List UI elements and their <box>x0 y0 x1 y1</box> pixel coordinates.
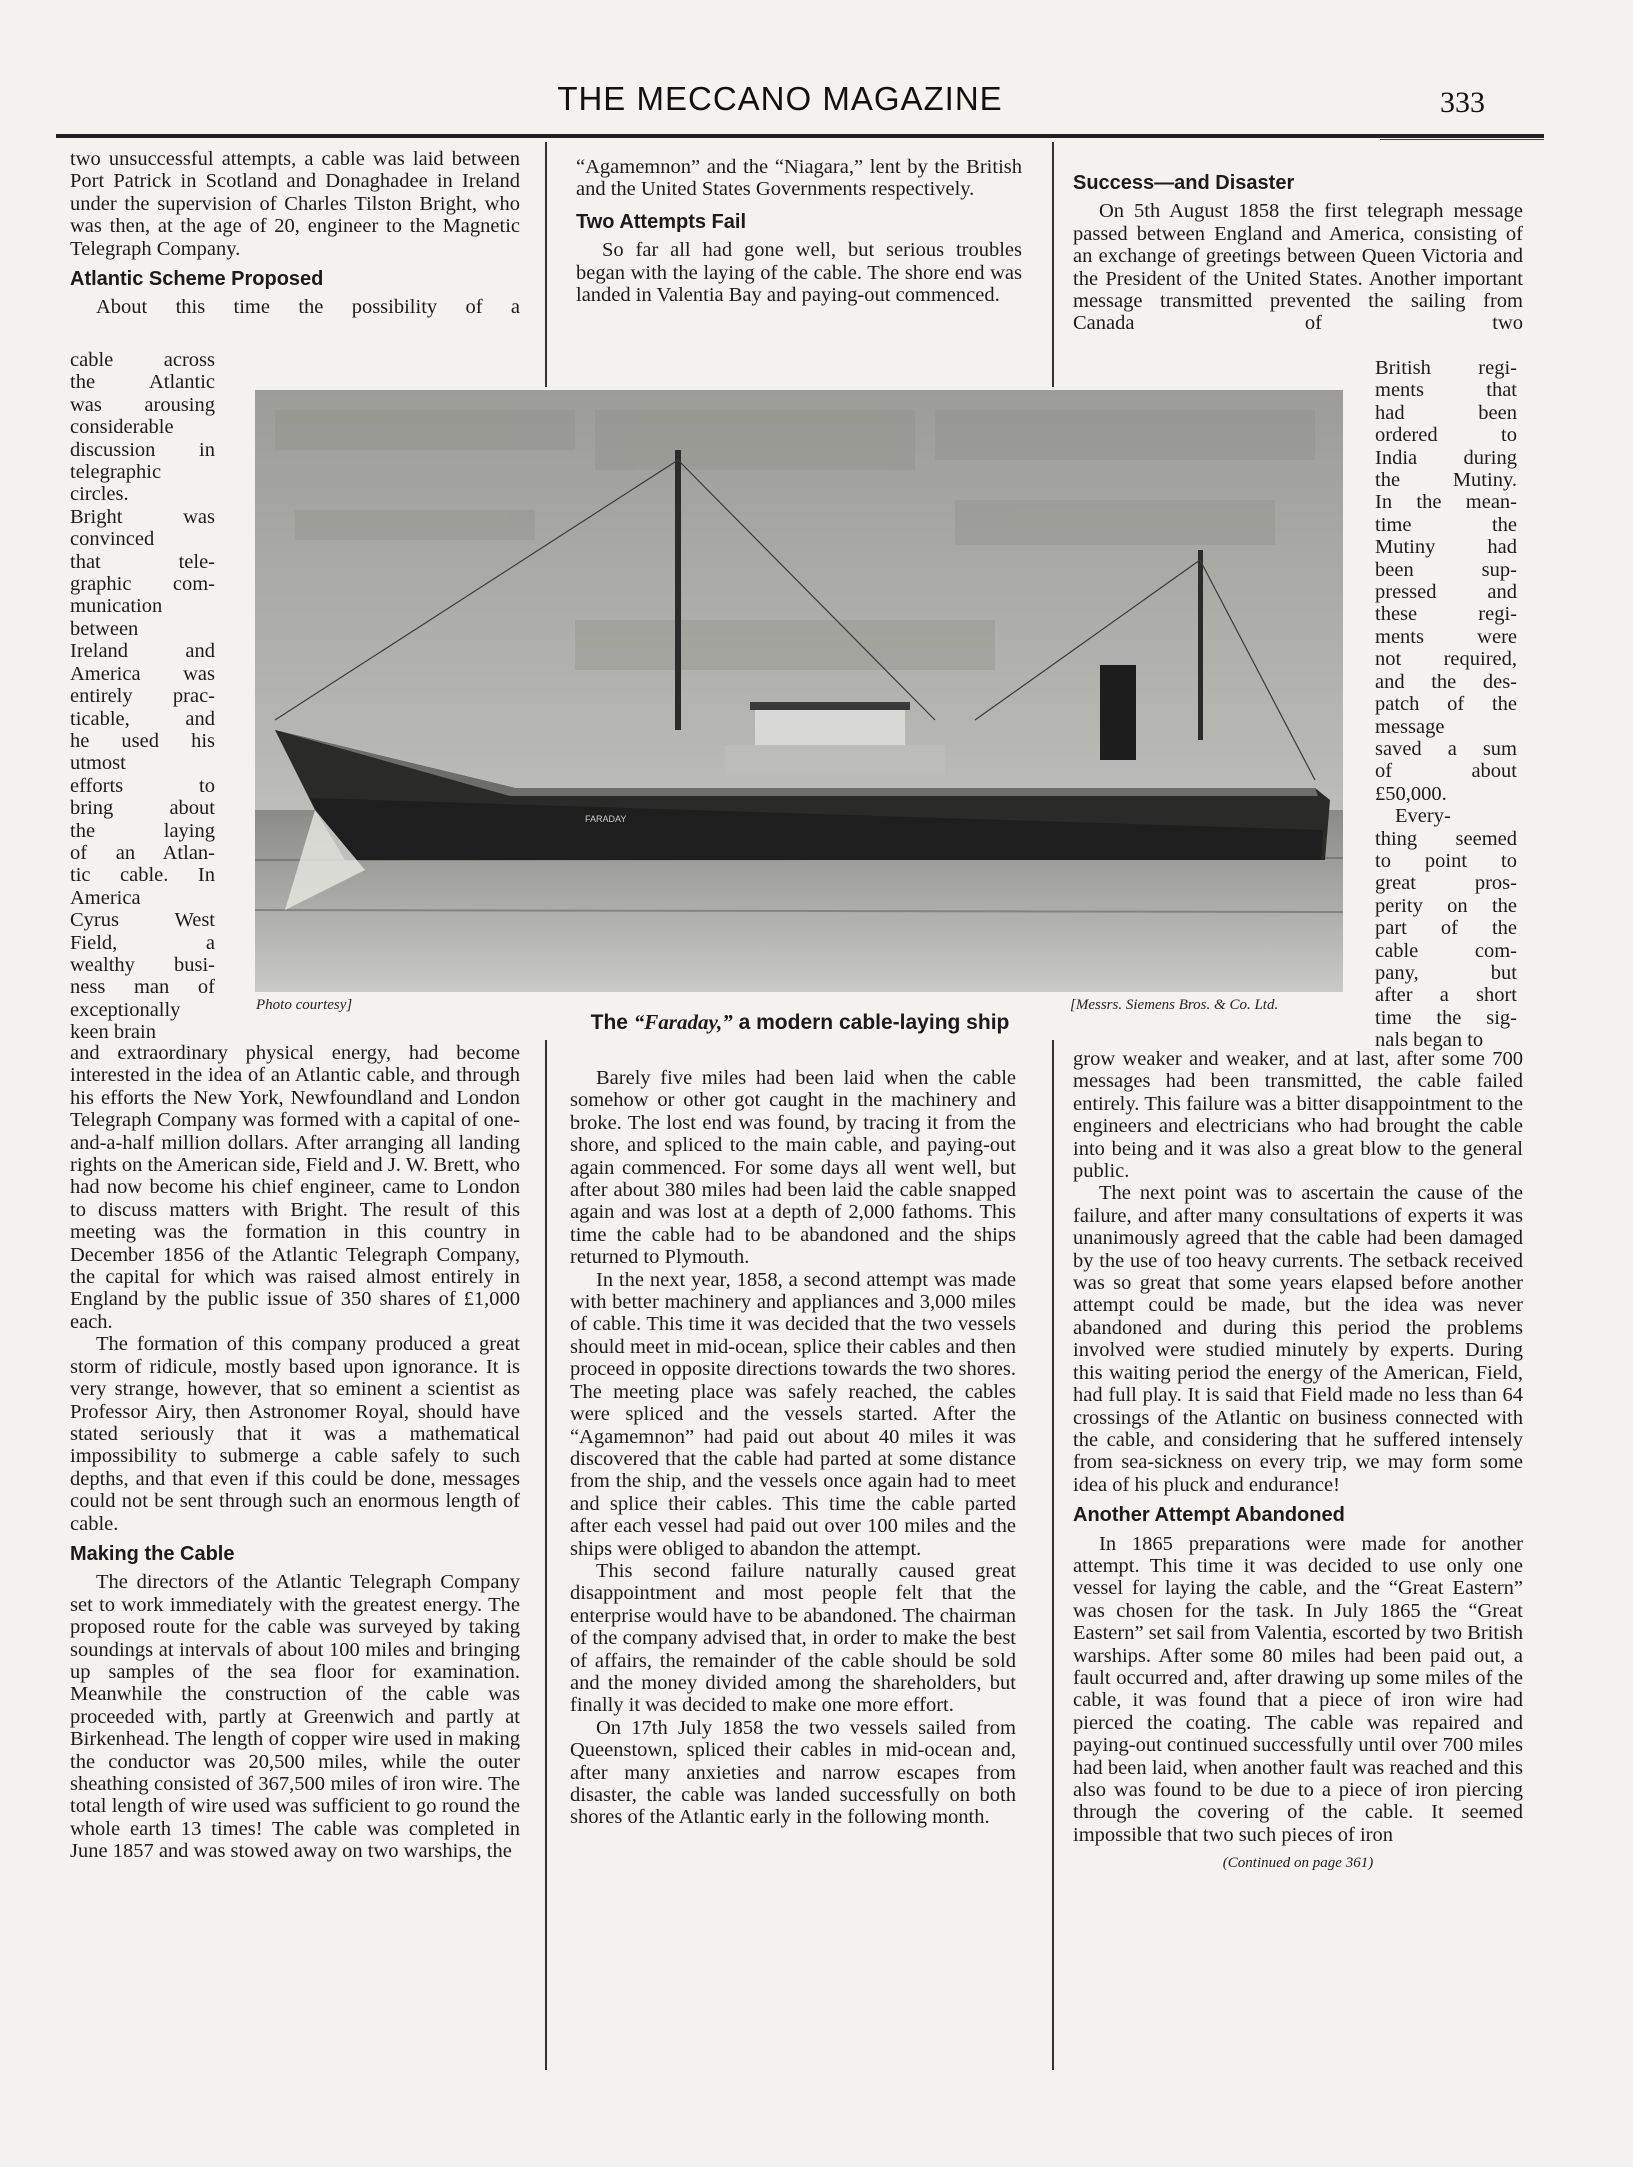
narrow-line: wealthy busi- <box>70 953 215 976</box>
magazine-title: THE MECCANO MAGAZINE <box>557 80 1003 117</box>
paragraph: So far all had gone well, but serious troubles began with the laying of the cable. The shore end was landed in Valentia Bay and paying-out commenced. <box>576 239 1022 307</box>
narrow-line: not required, <box>1375 648 1517 671</box>
narrow-line: discussion in <box>70 438 215 461</box>
narrow-line: Field, a <box>70 931 215 954</box>
narrow-line: of about <box>1375 760 1517 783</box>
narrow-line: time the <box>1375 513 1517 536</box>
paragraph: and extraordinary physical energy, had become interested in the idea of an Atlantic cable, and through his efforts the New York, Newfoundland and London Telegraph Company was formed with a capital of one-and-a-half million dollars. After arranging all landing rights on the American side, Field and J. W. Brett, who had now become his chief engineer, came to London to discuss matters with Bright. The result of this meeting was the formation in this country in December 1856 of the Atlantic Telegraph Company, the capital for which was raised almost entirely in England by the public issue of 350 shares of £1,000 each. <box>70 1042 520 1333</box>
column-rule-right-lower <box>1052 1040 1054 2070</box>
narrow-line: great pros- <box>1375 872 1517 895</box>
paragraph: On 5th August 1858 the first telegraph message passed between England and America, consisting of an exchange of greetings between Queen Victoria and the President of the United States. Another important message transmitted prevented the sailing from Canada of two <box>1073 200 1523 335</box>
column-1-top <box>70 148 520 319</box>
header-rule-tail <box>1380 139 1544 140</box>
narrow-line: cable com- <box>1375 939 1517 962</box>
narrow-line: ments that <box>1375 379 1517 402</box>
narrow-line: In the mean- <box>1375 491 1517 514</box>
narrow-line: of an Atlan- <box>70 841 215 864</box>
narrow-line: time the sig- <box>1375 1006 1517 1029</box>
caption-ship-name: “Faraday,” <box>633 1010 733 1034</box>
column-rule-left-lower <box>545 1040 547 2070</box>
heading-atlantic-scheme: Atlantic Scheme Proposed <box>70 268 324 291</box>
narrow-line: America was <box>70 662 215 685</box>
narrow-line: Cyrus West <box>70 909 215 932</box>
photo-credit-left: Photo courtesy] <box>256 997 353 1013</box>
narrow-line: keen brain <box>70 1021 156 1044</box>
column-rule-right <box>1052 142 1054 387</box>
narrow-line: ordered to <box>1375 424 1517 447</box>
narrow-line: British regi- <box>1375 357 1517 379</box>
paragraph: In the next year, 1858, a second attempt was made with better machinery and appliances and 3,000 miles of cable. This time it was decided that the two vessels should meet in mid-ocean, splice their cables and then proceed in opposite directions towards the two shores. The meeting place was safely reached, the cables were spliced and the vessels started. After the “Agamemnon” had paid out about 40 miles it was discovered that the cable had parted at some distance from the ship, and the vessels once again had to meet and splice their cables. This time the cable parted after each vessel had paid out over 100 miles and the ships were obliged to abandon the attempt. <box>570 1268 1016 1560</box>
narrow-line: pany, but <box>1375 961 1517 984</box>
hull-name-text: FARADAY <box>585 814 627 824</box>
photo-credit-right: [Messrs. Siemens Bros. & Co. Ltd. <box>1070 997 1279 1013</box>
narrow-line: graphic com- <box>70 573 215 596</box>
caption-prefix: The <box>590 1011 634 1034</box>
narrow-line: the laying <box>70 819 215 842</box>
narrow-line: ticable, and <box>70 707 215 730</box>
column-2-bottom <box>570 1067 1016 1829</box>
narrow-line: and the des- <box>1375 670 1517 693</box>
paragraph: This second failure naturally caused great disappointment and most people felt that the enterprise would have to be abandoned. The chairman of the company advised that, in order to make the best of affairs, the remainder of the cable should be sold and the money divided among the shareholders, but finally it was decided to make one more effort. <box>570 1559 1016 1717</box>
narrow-line: between <box>70 617 139 640</box>
narrow-line: Mutiny had <box>1375 536 1517 559</box>
paragraph: “Agamemnon” and the “Niagara,” lent by the British and the United States Governments respectively. <box>576 156 1022 201</box>
column-rule-left <box>545 142 547 387</box>
photo-caption <box>540 1010 1060 1035</box>
narrow-line: that tele- <box>70 550 215 573</box>
narrow-line: Bright was <box>70 505 215 528</box>
narrow-line: Ireland and <box>70 640 215 663</box>
narrow-line: message <box>1375 715 1445 738</box>
heading-two-attempts-fail: Two Attempts Fail <box>576 210 746 233</box>
paragraph: grow weaker and weaker, and at last, after some 700 messages had been transmitted, the cable failed entirely. This failure was a bitter disappointment to the engineers and electricians who had brought the cable into being and it was also a great blow to the general public. <box>1073 1048 1523 1183</box>
paragraph: In 1865 preparations were made for another attempt. This time it was decided to use only one vessel for laying the cable, and the “Great Eastern” was chosen for the task. In July 1865 the “Great Eastern” set sail from Valentia, escorted by two British warships. After some 80 miles had been paid out, a fault occurred and, after drawing up some miles of the cable, it was found that a piece of iron wire had pierced the coating. The cable was repaired and paying-out continued successfully until over 700 miles had been laid, when another fault was reached and this also was found to be due to a piece of iron piercing through the covering of the cable. It seemed impossible that two such pieces of iron <box>1073 1532 1523 1846</box>
column-2-top <box>576 156 1022 306</box>
heading-making-the-cable: Making the Cable <box>70 1542 235 1565</box>
narrow-line: exceptionally <box>70 998 181 1021</box>
narrow-line: tic cable. In <box>70 864 215 887</box>
narrow-line: to point to <box>1375 849 1517 872</box>
narrow-line: munication <box>70 595 163 618</box>
narrow-line: utmost <box>70 752 126 775</box>
narrow-line: telegraphic <box>70 461 162 484</box>
narrow-line: entirely prac- <box>70 685 215 708</box>
column-1-bottom <box>70 1042 520 1863</box>
narrow-line: considerable <box>70 416 174 439</box>
column-3-narrow-text <box>1375 357 1517 1052</box>
column-3-top <box>1073 164 1523 335</box>
paragraph: The formation of this company produced a great storm of ridicule, mostly based upon ignorance. It is very strange, however, that so eminent a scientist as Professor Airy, then Astronomer Royal, should have stated seriously that it was a mathematical impossibility to submerge a cable safely to such depths, and that even if this could be done, messages could not be sent through such an enormous length of cable. <box>70 1333 520 1535</box>
narrow-line: efforts to <box>70 774 215 797</box>
narrow-line: part of the <box>1375 917 1517 940</box>
narrow-line: the Mutiny. <box>1375 469 1517 492</box>
narrow-line: thing seemed <box>1375 827 1517 850</box>
narrow-line: America <box>70 886 141 909</box>
narrow-line: £50,000. <box>1375 782 1447 805</box>
narrow-line: ness man of <box>70 976 215 999</box>
narrow-line: saved a sum <box>1375 737 1517 760</box>
caption-suffix: a modern cable-laying ship <box>732 1011 1010 1034</box>
paragraph-first-line: About this time the possibility of a <box>96 296 520 319</box>
cable-ship-image <box>255 390 1343 992</box>
heading-another-attempt-abandoned: Another Attempt Abandoned <box>1073 1504 1345 1527</box>
column-3-bottom <box>1073 1048 1523 1875</box>
narrow-line: been sup- <box>1375 558 1517 581</box>
narrow-line: had been <box>1375 401 1517 424</box>
column-1-narrow-text <box>70 349 215 1044</box>
narrow-line: circles. <box>70 483 129 506</box>
narrow-line: nals began to <box>1375 1029 1484 1052</box>
paragraph: two unsuccessful attempts, a cable was laid between Port Patrick in Scotland and Donaghadee in Ireland under the supervision of Charles Tilston Bright, who was then, at the age of 20, engineer to the Magnetic Telegraph Company. <box>70 148 520 260</box>
ship-photograph <box>255 390 1343 992</box>
narrow-line: he used his <box>70 729 215 752</box>
narrow-line: pressed and <box>1375 581 1517 604</box>
narrow-line: cable across <box>70 349 215 371</box>
paragraph: The next point was to ascertain the cause of the failure, and after many consultations of experts it was unanimously agreed that the cable had been damaged by the use of too heavy currents. The setback received was so great that some years elapsed before another attempt could be made, but the idea was never abandoned and during this period the problems involved were studied minutely by experts. During this waiting period the energy of the American, Field, had full play. It is said that Field made no less than 64 crossings of the Atlantic on business connected with the cable, and considering that he suffered intensely from sea-sickness on every trip, we may form some idea of his pluck and endurance! <box>1073 1182 1523 1496</box>
narrow-line: India during <box>1375 446 1517 469</box>
header-rule <box>56 134 1544 138</box>
narrow-line: the Atlantic <box>70 371 215 394</box>
heading-success-and-disaster: Success—and Disaster <box>1073 172 1295 194</box>
narrow-line: patch of the <box>1375 693 1517 716</box>
narrow-line: after a short <box>1375 984 1517 1007</box>
paragraph: Barely five miles had been laid when the cable somehow or other got caught in the machinery and broke. The lost end was found, by tracing it from the shore, and spliced to the main cable, and paying-out again commenced. For some days all went well, but after about 380 miles had been laid the cable snapped again and was lost at a depth of 2,000 fathoms. This time the cable had to be abandoned and the ships returned to Plymouth. <box>570 1067 1016 1269</box>
narrow-line: ments were <box>1375 625 1517 648</box>
narrow-line: was arousing <box>70 393 215 416</box>
continued-note: (Continued on page 361) <box>1222 1855 1374 1872</box>
page-number: 333 <box>1440 86 1485 119</box>
paragraph: On 17th July 1858 the two vessels sailed from Queenstown, spliced their cables in mid-ocean and, after many anxieties and narrow escapes from disaster, the cable was landed successfully on both shores of the Atlantic early in the following month. <box>570 1716 1016 1829</box>
paragraph: The directors of the Atlantic Telegraph Company set to work immediately with the greatest energy. The proposed route for the cable was surveyed by taking soundings at intervals of about 100 miles and bringing up samples of the sea floor for examination. Meanwhile the construction of the cable was proceeded with, partly at Greenwich and partly at Birkenhead. The length of copper wire used in making the conductor was 20,500 miles, while the outer sheathing consisted of 367,500 miles of iron wire. The total length of wire used was sufficient to go round the whole earth 13 times! The cable was completed in June 1857 and was stowed away on two warships, the <box>70 1571 520 1863</box>
narrow-line: Every- <box>1395 805 1451 828</box>
narrow-line: bring about <box>70 797 215 820</box>
narrow-line: perity on the <box>1375 894 1517 917</box>
narrow-line: these regi- <box>1375 603 1517 626</box>
narrow-line: convinced <box>70 528 155 551</box>
